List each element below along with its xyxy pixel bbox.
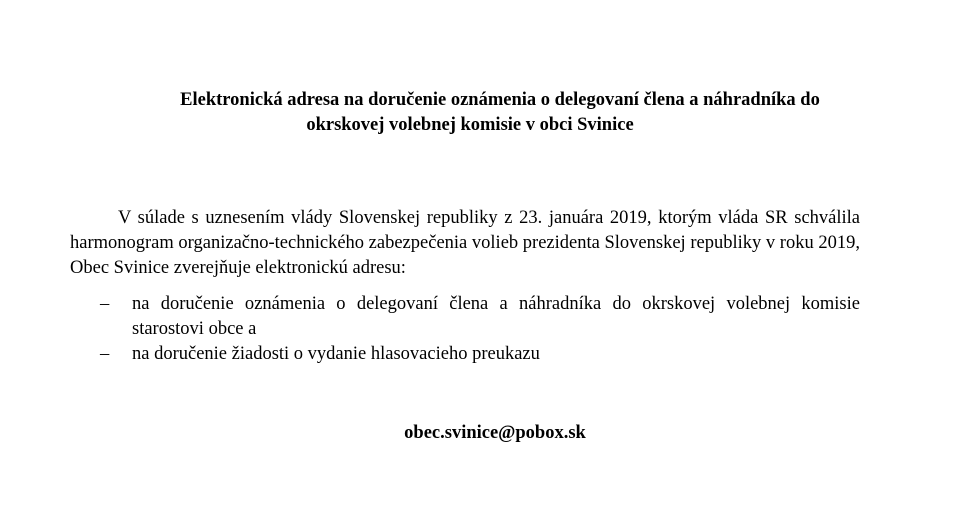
purpose-list	[70, 292, 860, 367]
list-item	[70, 292, 860, 342]
list-item	[70, 342, 860, 367]
dash-bullet: –	[100, 294, 110, 314]
list-item-text: na doručenie žiadosti o vydanie hlasovacieho preukazu	[132, 344, 540, 364]
email-address: obec.svinice@pobox.sk	[404, 423, 586, 443]
title-line-2: okrskovej volebnej komisie v obci Svinice	[306, 115, 634, 135]
list-item-text: na doručenie oznámenia o delegovaní člena a náhradníka do okrskovej volebnej komisie starostovi obce a	[132, 294, 860, 339]
title-line-1: Elektronická adresa na doručenie oznámenia o delegovaní člena a náhradníka do	[180, 90, 820, 110]
dash-bullet: –	[100, 344, 110, 364]
intro-paragraph: V súlade s uznesením vlády Slovenskej republiky z 23. januára 2019, ktorým vláda SR schválila harmonogram organizačno-technického zabezpečenia volieb prezidenta Slovenskej republiky v roku 2019, Obec Svinice zverejňuje elektronickú adresu:	[70, 207, 860, 278]
document-title	[70, 88, 930, 138]
